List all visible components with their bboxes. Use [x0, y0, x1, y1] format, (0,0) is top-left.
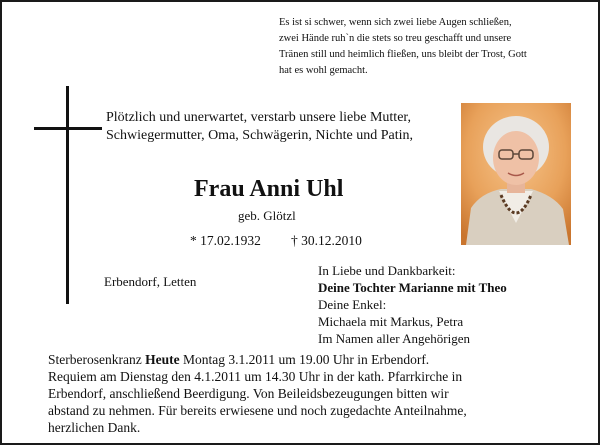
death-date: † 30.12.2010 — [291, 233, 362, 248]
cross-icon-vertical — [66, 86, 69, 304]
birth-date: * 17.02.1932 — [190, 233, 261, 248]
intro-line: Plötzlich und unerwartet, verstarb unsere liebe Mutter, — [106, 110, 412, 125]
portrait-image — [461, 103, 571, 245]
rosary-time: Montag 3.1.2011 um 19.00 Uhr in Erbendorf. — [182, 352, 430, 367]
intro-text — [106, 109, 413, 145]
mourners-grandchildren: Michaela mit Markus, Petra — [318, 314, 464, 329]
poem-line: hat es wohl gemacht. — [279, 65, 368, 76]
cross-icon-horizontal — [34, 127, 102, 130]
mourners-block — [318, 262, 507, 347]
poem-line: Es ist si schwer, wenn sich zwei liebe Augen schließen, — [279, 17, 512, 28]
service-line: herzlichen Dank. — [48, 420, 141, 435]
mourners-daughter: Deine Tochter Marianne mit Theo — [318, 280, 507, 295]
poem-line: Tränen still und heimlich fließen, uns bleibt der Trost, Gott — [279, 49, 527, 60]
rosary-line — [48, 351, 578, 368]
service-line: Requiem am Dienstag den 4.1.2011 um 14.30 Uhr in der kath. Pfarrkirche in — [48, 369, 463, 384]
poem — [279, 15, 579, 79]
mourners-line: Im Namen aller Angehörigen — [318, 331, 470, 346]
intro-line: Schwiegermutter, Oma, Schwägerin, Nichte und Patin, — [106, 128, 413, 143]
mourners-line: Deine Enkel: — [318, 297, 387, 312]
service-line: abstand zu nehmen. Für bereits erwiesene und noch zugedachte Anteilnahme, — [48, 403, 467, 418]
service-details — [48, 351, 578, 436]
rosary-label: Sterberosenkranz — [48, 352, 142, 367]
rosary-day: Heute — [145, 352, 180, 367]
residence: Erbendorf, Letten — [104, 274, 197, 289]
deceased-name: Frau Anni Uhl — [194, 176, 344, 202]
service-line: Erbendorf, anschließend Beerdigung. Von Beileidsbezeugungen bitten wir — [48, 386, 449, 401]
portrait-photo — [461, 103, 571, 245]
mourners-line: In Liebe und Dankbarkeit: — [318, 263, 456, 278]
maiden-name: geb. Glötzl — [238, 208, 296, 223]
poem-line: zwei Hände ruh`n die stets so treu geschafft und unsere — [279, 33, 512, 44]
